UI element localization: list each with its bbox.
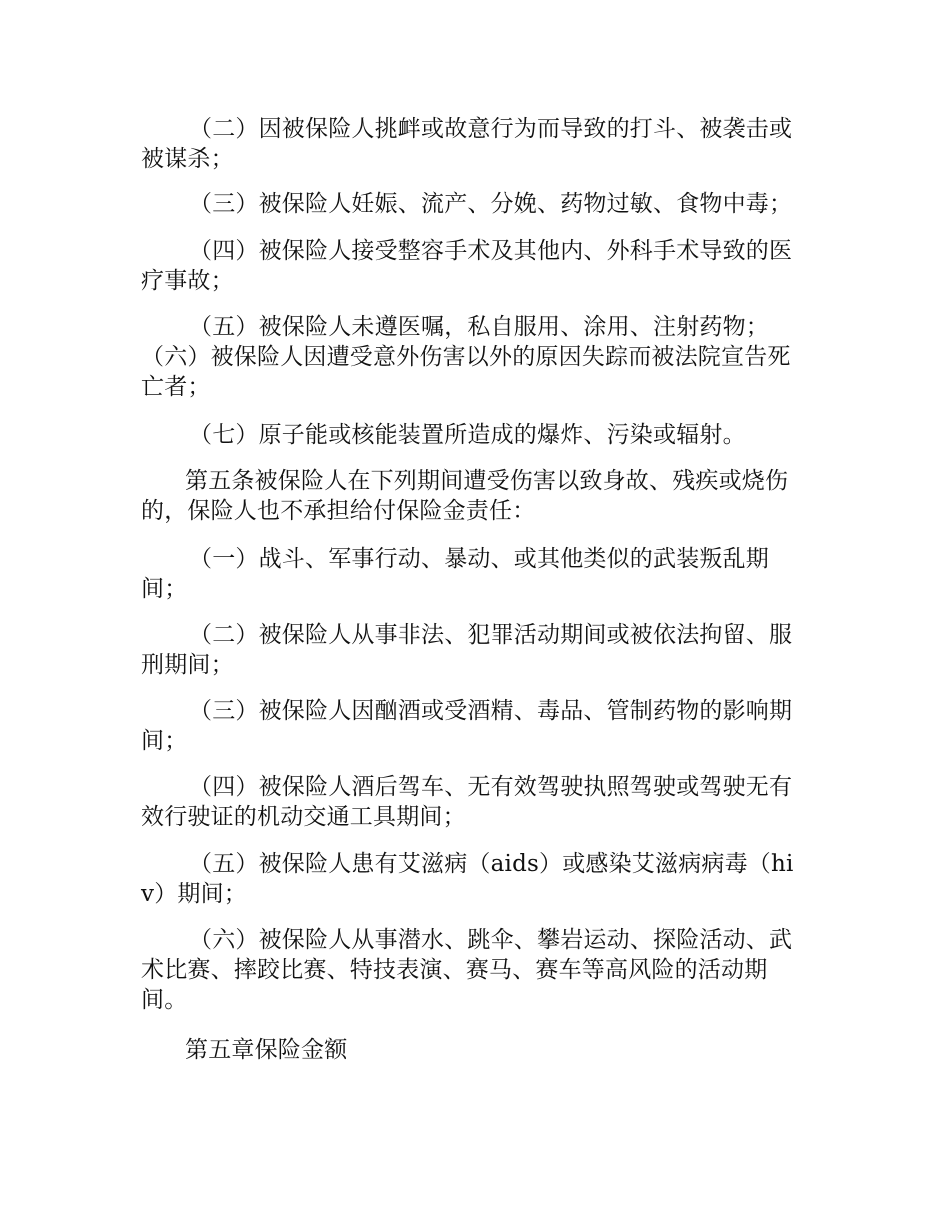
paragraph-item-7: （七）原子能或核能装置所造成的爆炸、污染或辐射。	[189, 422, 746, 448]
paragraph-item-6: （六）被保险人因遭受意外伤害以外的原因失踪而被法院宣告死亡者；	[141, 344, 791, 400]
paragraph-item-4: （四）被保险人接受整容手术及其他内、外科手术导致的医疗事故；	[141, 238, 793, 294]
period-item-1: （一）战斗、军事行动、暴动、或其他类似的武装叛乱期间；	[141, 546, 769, 602]
article-5-heading: 第五条被保险人在下列期间遭受伤害以致身故、残疾或烧伤的，保险人也不承担给付保险金责任：	[141, 468, 789, 524]
period-item-2: （二）被保险人从事非法、犯罪活动期间或被依法拘留、服刑期间；	[141, 622, 793, 678]
period-item-4: （四）被保险人酒后驾车、无有效驾驶执照驾驶或驾驶无有效行驶证的机动交通工具期间；	[141, 774, 793, 830]
paragraph-item-2: （二）因被保险人挑衅或故意行为而导致的打斗、被袭击或被谋杀；	[141, 116, 793, 172]
chapter-5-heading: 第五章保险金额	[185, 1037, 348, 1063]
period-item-5: （五）被保险人患有艾滋病（aids）或感染艾滋病病毒（hiv）期间；	[141, 851, 794, 907]
paragraph-item-3: （三）被保险人妊娠、流产、分娩、药物过敏、食物中毒；	[189, 191, 793, 217]
period-item-3: （三）被保险人因酗酒或受酒精、毒品、管制药物的影响期间；	[141, 698, 793, 754]
paragraph-item-5: （五）被保险人未遵医嘱，私自服用、涂用、注射药物；	[189, 314, 769, 340]
period-item-6: （六）被保险人从事潜水、跳伞、攀岩运动、探险活动、武术比赛、摔跤比赛、特技表演、赛马、赛车等高风险的活动期间。	[141, 927, 793, 1013]
